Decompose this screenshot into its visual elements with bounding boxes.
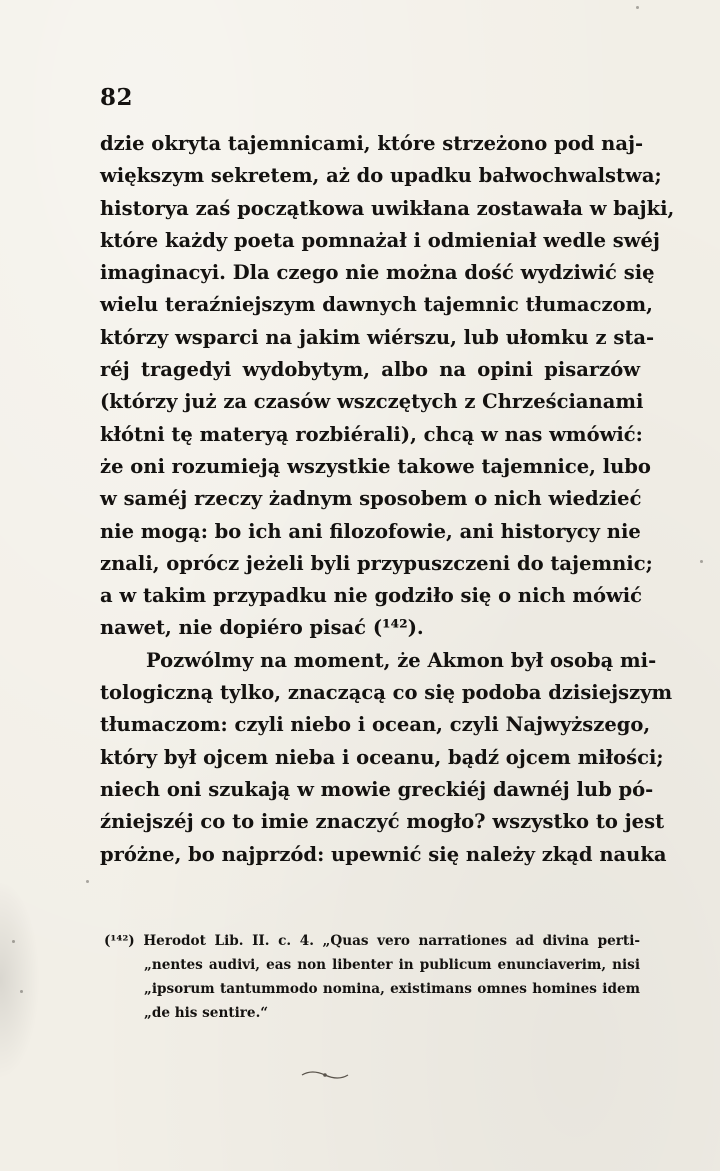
paper-speck: [12, 940, 15, 943]
text-line: a w takim przypadku nie godziło się o nich mówić: [100, 584, 643, 608]
footnote-line: (¹⁴²) Herodot Lib. II. c. 4. „Quas vero narrationes ad divina perti-: [104, 933, 640, 949]
text-line: nie mogą: bo ich ani filozofowie, ani historycy nie: [100, 519, 641, 543]
text-line: źniejszéj co to imie znaczyć mogło? wszystko to jest: [100, 810, 665, 834]
text-line: tłumaczom: czyli niebo i ocean, czyli Najwyższego,: [100, 713, 651, 737]
footnote-line: „nentes audivi, eas non libenter in publicum enunciaverim, nisi: [144, 957, 640, 973]
text-line-paragraph-end: nawet, nie dopiéro pisać (¹⁴²).: [100, 616, 424, 640]
text-line: tologiczną tylko, znaczącą co się podoba dzisiejszym: [100, 681, 673, 705]
text-line: imaginacyi. Dla czego nie można dość wydziwić się: [100, 261, 655, 285]
text-line: dzie okryta tajemnicami, które strzeżono pod naj-: [100, 132, 644, 155]
text-line: réj tragedyi wydobytym, albo na opini pisarzów: [100, 358, 640, 382]
page-number: 82: [100, 84, 134, 111]
ornament-icon: [300, 1065, 350, 1085]
paper-speck: [20, 990, 23, 993]
text-line: wielu teraźniejszym dawnych tajemnic tłumaczom,: [100, 293, 653, 317]
page-edge-shadow: [0, 880, 40, 1080]
footnote-line: „ipsorum tantummodo nomina, existimans omnes homines idem: [144, 981, 640, 997]
footnote: [104, 929, 640, 1025]
text-line: próżne, bo najprzód: upewnić się należy zkąd nauka: [100, 842, 667, 866]
text-line: w saméj rzeczy żadnym sposobem o nich wiedzieć: [100, 487, 642, 511]
paper-speck: [636, 6, 639, 9]
text-line-paragraph-start: Pozwólmy na moment, że Akmon był osobą mi-: [146, 648, 657, 672]
text-line: większym sekretem, aż do upadku bałwochwalstwa;: [100, 164, 662, 188]
body-text: [100, 128, 675, 871]
text-line: którzy wsparci na jakim wiérszu, lub ułomku z sta-: [100, 325, 655, 349]
text-line: znali, oprócz jeżeli byli przypuszczeni do tajemnic;: [100, 551, 653, 575]
text-line: kłótni tę materyą rozbiérali), chcą w nas wmówić:: [100, 422, 643, 446]
text-line: (którzy już za czasów wszczętych z Chrześcianami: [100, 390, 644, 414]
text-line: niech oni szukają w mowie greckiéj dawnéj lub pó-: [100, 777, 654, 801]
paper-speck: [700, 560, 703, 563]
text-line: historya zaś początkowa uwikłana zostawała w bajki,: [100, 196, 675, 220]
paper-speck: [86, 880, 89, 883]
text-line: które każdy poeta pomnażał i odmieniał wedle swéj: [100, 228, 660, 252]
text-line: który był ojcem nieba i oceanu, bądź ojcem miłości;: [100, 745, 664, 769]
footnote-line: „de his sentire.“: [144, 1005, 269, 1021]
text-line: że oni rozumieją wszystkie takowe tajemnice, lubo: [100, 454, 651, 478]
